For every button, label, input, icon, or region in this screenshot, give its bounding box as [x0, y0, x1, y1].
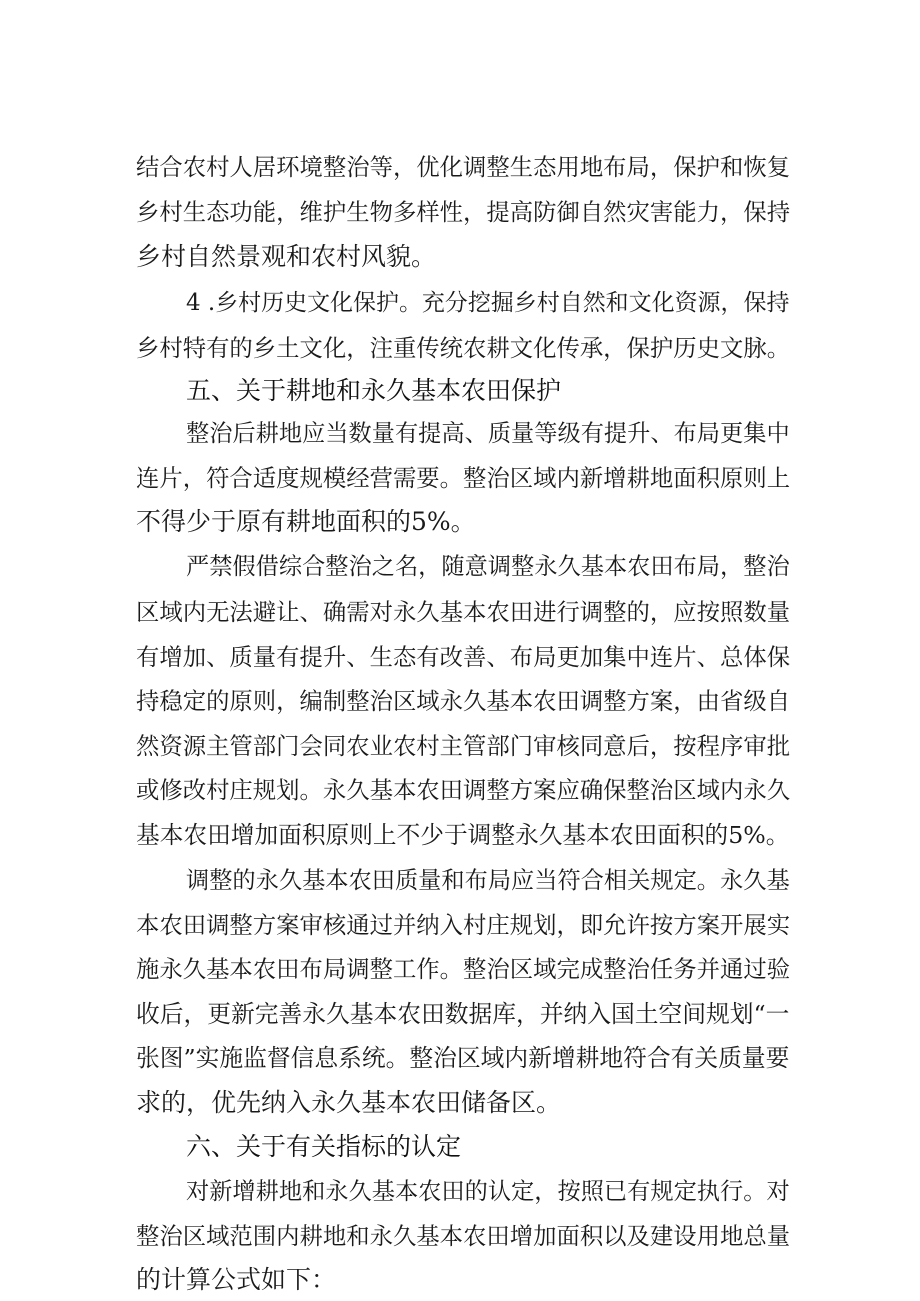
paragraph-2-line-1: 4 .乡村历史文化保护。充分挖掘乡村自然和文化资源，保持: [186, 290, 790, 316]
paragraph-5-line-4: 收后，更新完善永久基本农田数据库，并纳入国土空间规划“一: [136, 1000, 790, 1028]
paragraph-5-line-6: 求的，优先纳入永久基本农田储备区。: [136, 1088, 562, 1117]
paragraph-4-line-7: 基本农田增加面积原则上不少于调整永久基本农田面积的5%。: [136, 821, 790, 849]
paragraph-4-line-3: 有增加、质量有提升、生态有改善、布局更加集中连片、总体保: [136, 643, 791, 671]
paragraph-5-line-2: 本农田调整方案审核通过并纳入村庄规划，即允许按方案开展实: [136, 911, 791, 939]
paragraph-1-line-1: 结合农村人居环境整治等，优化调整生态用地布局，保护和恢复: [136, 153, 791, 181]
section-heading-6: 六、关于有关指标的认定: [186, 1132, 462, 1161]
paragraph-4-line-4: 持稳定的原则，编制整治区域永久基本农田调整方案，由省级自: [136, 687, 791, 715]
paragraph-5-line-3: 施永久基本农田布局调整工作。整治区域完成整治任务并通过验: [136, 955, 791, 983]
paragraph-4-line-5: 然资源主管部门会同农业农村主管部门审核同意后，按程序审批: [136, 732, 791, 760]
paragraph-6-line-3: 的计算公式如下：: [136, 1265, 337, 1294]
section-heading-5: 五、关于耕地和永久基本农田保护: [186, 376, 562, 405]
paragraph-1-line-3: 乡村自然景观和农村风貌。: [136, 242, 437, 271]
paragraph-3-line-1: 整治后耕地应当数量有提高、质量等级有提升、布局更集中: [186, 420, 790, 447]
paragraph-3-line-3: 不得少于原有耕地面积的5%。: [136, 507, 476, 536]
paragraph-5-line-5: 张图”实施监督信息系统。整治区域内新增耕地符合有关质量要: [136, 1044, 790, 1072]
paragraph-6-line-2: 整治区域范围内耕地和永久基本农田增加面积以及建设用地总量: [136, 1222, 791, 1250]
paragraph-6-line-1: 对新增耕地和永久基本农田的认定，按照已有规定执行。对: [186, 1178, 790, 1205]
paragraph-4-line-1: 严禁假借综合整治之名，随意调整永久基本农田布局，整治: [186, 553, 790, 580]
paragraph-4-line-2: 区域内无法避让、确需对永久基本农田进行调整的，应按照数量: [136, 598, 791, 626]
paragraph-5-line-1: 调整的永久基本农田质量和布局应当符合相关规定。永久基: [186, 867, 790, 894]
paragraph-4-line-6: 或修改村庄规划。永久基本农田调整方案应确保整治区域内永久: [136, 776, 791, 804]
paragraph-3-line-2: 连片，符合适度规模经营需要。整治区域内新增耕地面积原则上: [136, 464, 791, 492]
paragraph-2-line-2: 乡村特有的乡土文化，注重传统农耕文化传承，保护历史文脉。: [136, 334, 791, 362]
paragraph-1-line-2: 乡村生态功能，维护生物多样性，提高防御自然灾害能力，保持: [136, 198, 791, 226]
